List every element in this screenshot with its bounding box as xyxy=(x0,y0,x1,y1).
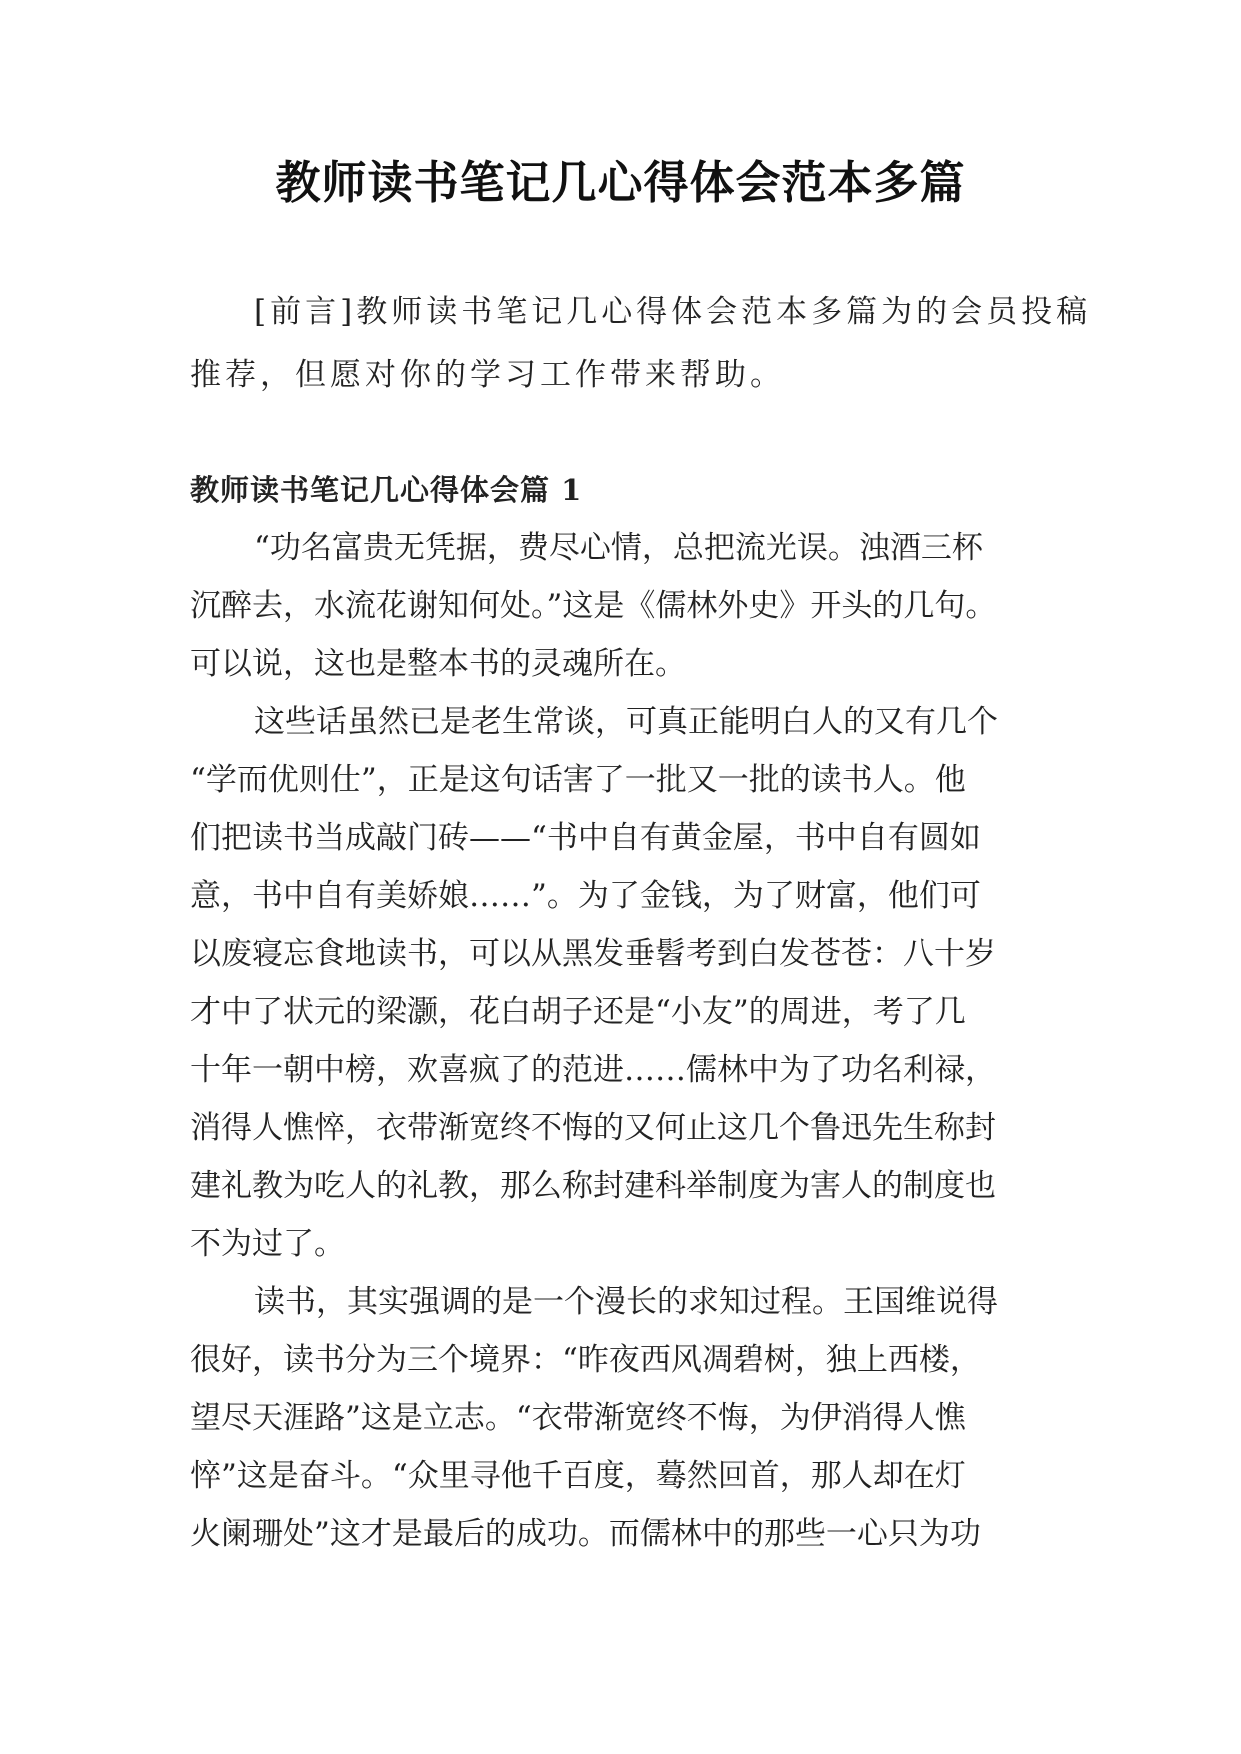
paragraph xyxy=(190,519,1052,693)
section-heading: 教师读书笔记几心得体会篇 1 xyxy=(190,473,583,507)
paragraph-line: 火阑珊处”这才是最后的成功。而儒林中的那些一心只为功 xyxy=(190,1516,981,1552)
paragraph-line: 望尽天涯路”这是立志。“衣带渐宽终不悔，为伊消得人憔 xyxy=(190,1400,966,1436)
paragraph-line: 消得人憔悴，衣带渐宽终不悔的又何止这几个鲁迅先生称封 xyxy=(190,1110,996,1146)
paragraph-line: “学而优则仕”，正是这句话害了一批又一批的读书人。他 xyxy=(190,762,966,798)
paragraph-line: 悴”这是奋斗。“众里寻他千百度，蓦然回首，那人却在灯 xyxy=(190,1458,966,1494)
paragraph-line: 才中了状元的梁灏，花白胡子还是“小友”的周进，考了几 xyxy=(190,994,966,1030)
preface-line: 推荐，但愿对你的学习工作带来帮助。 xyxy=(190,357,785,393)
paragraph xyxy=(190,693,1052,1273)
paragraph-line: 可以说，这也是整本书的灵魂所在。 xyxy=(190,646,686,682)
paragraph-line: 以废寝忘食地读书，可以从黑发垂髫考到白发苍苍：八十岁 xyxy=(190,936,996,972)
preface-line: [前言]教师读书笔记几心得体会范本多篇为的会员投稿 xyxy=(254,294,1092,330)
paragraph-line: 沉醉去，水流花谢知何处。”这是《儒林外史》开头的几句。 xyxy=(190,588,997,624)
article-body xyxy=(190,519,1052,1563)
paragraph-line: 们把读书当成敲门砖——“书中自有黄金屋，书中自有圆如 xyxy=(190,820,981,856)
paragraph-line: 这些话虽然已是老生常谈，可真正能明白人的又有几个 xyxy=(254,704,998,740)
paragraph-line: 意，书中自有美娇娘……”。为了金钱，为了财富，他们可 xyxy=(190,878,981,914)
paragraph-line: 读书，其实强调的是一个漫长的求知过程。王国维说得 xyxy=(254,1284,998,1320)
paragraph-line: 十年一朝中榜，欢喜疯了的范进……儒林中为了功名利禄， xyxy=(190,1052,996,1088)
paragraph xyxy=(190,1273,1052,1563)
document-title: 教师读书笔记几心得体会范本多篇 xyxy=(275,156,966,209)
paragraph-line: 很好，读书分为三个境界：“昨夜西风凋碧树，独上西楼， xyxy=(190,1342,981,1378)
preface-paragraph xyxy=(190,281,1092,407)
paragraph-line: 建礼教为吃人的礼教，那么称封建科举制度为害人的制度也 xyxy=(190,1168,996,1204)
paragraph-line: “功名富贵无凭据，费尽心情，总把流光误。浊酒三杯 xyxy=(254,530,983,566)
paragraph-line: 不为过了。 xyxy=(190,1226,345,1262)
